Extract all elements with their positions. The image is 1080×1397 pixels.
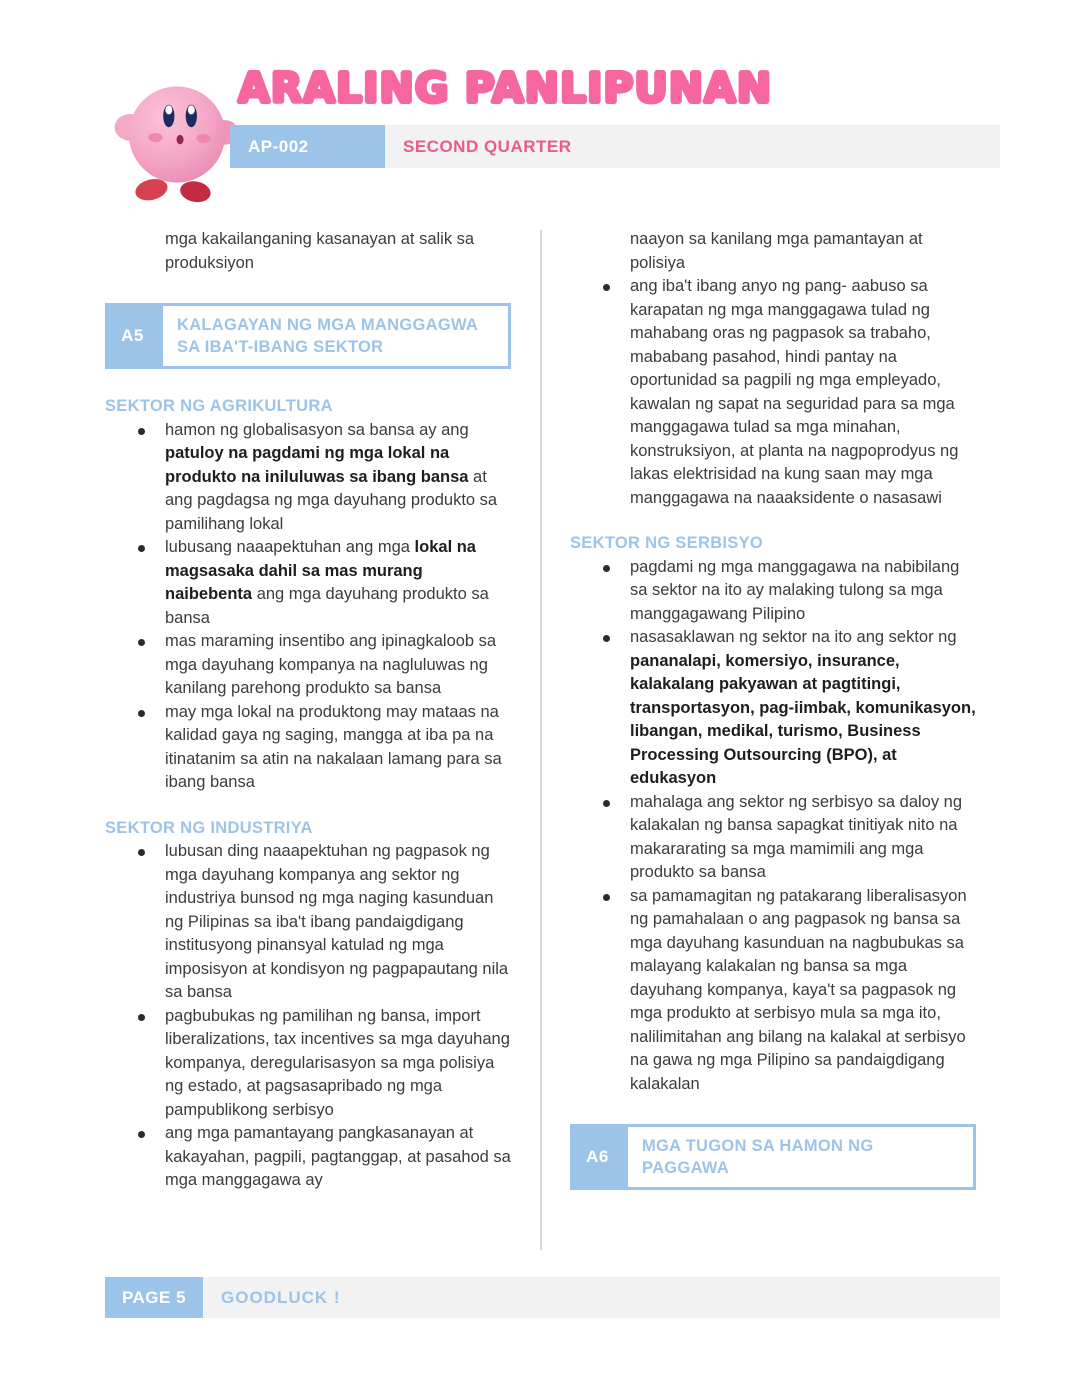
section-heading: SEKTOR NG INDUSTRIYA bbox=[105, 818, 313, 837]
section-heading: SEKTOR NG AGRIKULTURA bbox=[105, 397, 333, 415]
content-section bbox=[105, 817, 511, 1193]
bullet-item: mas maraming insentibo ang ipinagkaloob sa mga dayuhang kompanya na nagluluwas ng kanilang parehong produkto sa bansa bbox=[105, 630, 511, 701]
code-badge: AP-002 bbox=[230, 125, 385, 168]
bullet-list bbox=[570, 275, 976, 510]
continuation-text: naayon sa kanilang mga pamantayan at polisiya bbox=[630, 230, 923, 272]
bullet-item: mahalaga ang sektor ng serbisyo sa daloy ng kalakalan ng bansa sapagkat tinitiyak nito na makararating sa mga mamimili ang mga produkto sa bansa bbox=[570, 791, 976, 885]
bullet-item: lubusan ding naaapektuhan ng pagpasok ng mga dayuhang kompanya ang sektor ng industriya bunsod ng mga naging kasunduan ng Pilipinas sa iba't ibang pandaigdigang institusyong pinansyal katulad ng mga imposisyon at kondisyon ng pagpapautang nila sa bansa bbox=[105, 840, 511, 1005]
kirby-mascot-image bbox=[103, 68, 251, 206]
section-heading: SEKTOR NG SERBISYO bbox=[570, 534, 764, 552]
bullet-item: nasasaklawan ng sektor na ito ang sektor ng pananalapi, komersiyo, insurance, kalakalang pakyawan at pagtitingi, transportasyon, pag-iimbak, komunikasyon, libangan, medikal, turismo, Business Processing Outsourcing (BPO), at edukasyon bbox=[570, 626, 976, 791]
bullet-item: sa pamamagitan ng patakarang liberalisasyon ng pamahalaan o ang pagpasok ng bansa sa mga dayuhang kasunduan na nagbubukas sa malayang kalakalan ng bansa sa mga dayuhang kompanya, kaya't sa pagpasok ng mga produkto at serbisyo mula sa mga ito, nalilimitahan ang bilang na kalakal at serbisyo na gawa ng mga Pilipino sa pandaigdigang kalakalan bbox=[570, 885, 976, 1097]
right-column bbox=[570, 228, 976, 1216]
page-footer bbox=[105, 1277, 1000, 1318]
topic-tag: A5 bbox=[105, 303, 160, 369]
left-column bbox=[105, 228, 511, 1193]
bullet-list bbox=[105, 419, 511, 795]
column-divider bbox=[540, 230, 542, 1250]
bullet-item: ang iba't ibang anyo ng pang- aabuso sa karapatan ng mga manggagawa tulad ng mahabang oras ng pagpasok sa trabaho, mababang pasahod, hindi pantay na oportunidad sa pagpili ng mga empleyado, kawalan ng sapat na seguridad para sa mga manggagawa tulad sa mga minahan, konstruksiyon, at planta na nagpoprodyus ng lakas elektrisidad na kung saan may mga manggagawa na naaaksidente o nasasawi bbox=[570, 275, 976, 510]
bullet-item: hamon ng globalisasyon sa bansa ay ang patuloy na pagdami ng mga lokal na produkto na iniluluwas sa ibang bansa at ang pagdagsa ng mga dayuhang produkto sa pamilihang lokal bbox=[105, 419, 511, 537]
topic-title: MGA TUGON SA HAMON NG PAGGAWA bbox=[625, 1124, 976, 1190]
continuation-text: mga kakailanganing kasanayan at salik sa produksiyon bbox=[165, 230, 475, 272]
content-section bbox=[570, 532, 976, 1096]
quarter-banner: SECOND QUARTER bbox=[403, 136, 572, 156]
bullet-item: ang mga pamantayang pangkasanayan at kakayahan, pagpili, pagtanggap, at pasahod sa mga manggagawa ay bbox=[105, 1122, 511, 1193]
bullet-item: may mga lokal na produktong may mataas na kalidad gaya ng saging, mangga at iba pa na itinatanim sa atin na nakalaan lamang para sa ibang bansa bbox=[105, 701, 511, 795]
page-number-badge: PAGE 5 bbox=[105, 1277, 203, 1318]
bullet-item: pagbubukas ng pamilihan ng bansa, import liberalizations, tax incentives sa mga dayuhang kompanya, deregularisasyon sa mga polisiya ng estado, at pagsasapribado ng mga pampublikong serbisyo bbox=[105, 1005, 511, 1123]
topic-box-a6 bbox=[570, 1124, 976, 1190]
bullet-item: lubusang naaapektuhan ang mga lokal na magsasaka dahil sa mas murang naibebenta ang mga dayuhang produkto sa bansa bbox=[105, 536, 511, 630]
bullet-list bbox=[570, 556, 976, 1097]
content-section bbox=[570, 275, 976, 510]
content-section bbox=[105, 395, 511, 795]
page-title: ARALING PANLIPUNAN bbox=[238, 64, 773, 112]
header-bar bbox=[230, 125, 1000, 168]
bullet-item: pagdami ng mga manggagawa na nabibilang sa sektor na ito ay malaking tulong sa mga manggagawang Pilipino bbox=[570, 556, 976, 627]
bullet-list bbox=[105, 840, 511, 1193]
topic-title: KALAGAYAN NG MGA MANGGAGWA SA IBA'T-IBANG SEKTOR bbox=[160, 303, 511, 369]
footer-message: GOODLUCK ! bbox=[221, 1287, 341, 1307]
topic-tag: A6 bbox=[570, 1124, 625, 1190]
topic-box-a5 bbox=[105, 303, 511, 369]
